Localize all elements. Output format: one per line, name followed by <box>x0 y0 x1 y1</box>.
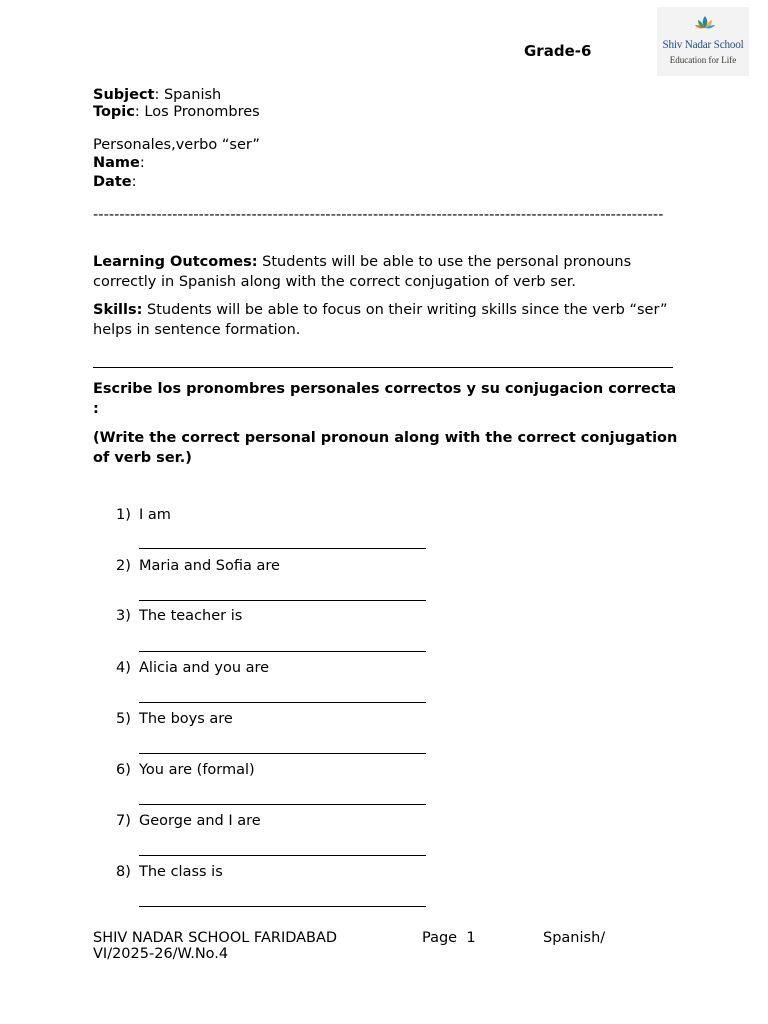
skills-text: Students will be able to focus on their writing skills since the verb “ser” helps in sentence formation. <box>93 302 668 338</box>
footer-ref-part1: Spanish/ <box>543 930 606 946</box>
school-logo <box>657 7 749 76</box>
name-label: Name <box>93 155 140 171</box>
question-text: The teacher is <box>139 608 243 624</box>
answer-blank[interactable] <box>139 651 426 652</box>
answer-blank[interactable] <box>139 702 426 703</box>
topic-value: : Los Pronombres <box>134 104 260 120</box>
question-item <box>116 762 255 778</box>
answer-blank[interactable] <box>139 906 426 907</box>
question-text: I am <box>139 507 171 523</box>
question-text: Alicia and you are <box>139 660 270 676</box>
grade-heading: Grade-6 <box>524 42 592 60</box>
topic-line <box>93 104 260 120</box>
question-number: 6) <box>116 762 131 778</box>
question-text: The class is <box>139 864 223 880</box>
footer-page-label: Page <box>422 930 458 946</box>
question-text: George and I are <box>139 813 261 829</box>
footer-school: SHIV NADAR SCHOOL FARIDABAD <box>93 930 338 946</box>
skills-label: Skills: <box>93 302 143 318</box>
name-line <box>93 155 145 171</box>
lotus-icon <box>694 14 716 34</box>
question-number: 4) <box>116 660 131 676</box>
horizontal-rule <box>93 367 673 368</box>
question-item <box>116 864 223 880</box>
instruction-spanish: Escribe los pronombres personales correctos y su conjugacion correcta : <box>93 381 677 417</box>
footer-page-number: 1 <box>466 930 476 946</box>
question-item <box>116 558 280 574</box>
question-item <box>116 608 242 624</box>
footer-page <box>422 930 476 946</box>
date-label: Date <box>93 174 132 190</box>
logo-tagline: Education for Life <box>669 55 737 65</box>
subject-value: : Spanish <box>154 87 222 103</box>
subject-label: Subject <box>93 87 155 103</box>
date-field: : <box>131 174 137 190</box>
question-item <box>116 711 233 727</box>
question-number: 8) <box>116 864 131 880</box>
question-number: 2) <box>116 558 131 574</box>
skills <box>93 300 678 340</box>
question-number: 5) <box>116 711 131 727</box>
question-number: 1) <box>116 507 131 523</box>
question-item <box>116 507 171 523</box>
learning-outcomes <box>93 252 678 292</box>
instruction-english: (Write the correct personal pronoun along with the correct conjugation of verb ser.) <box>93 430 678 466</box>
question-number: 3) <box>116 608 131 624</box>
answer-blank[interactable] <box>139 804 426 805</box>
question-item <box>116 813 261 829</box>
topic-continuation: Personales,verbo “ser” <box>93 137 260 153</box>
answer-blank[interactable] <box>139 855 426 856</box>
question-item <box>116 660 269 676</box>
name-field: : <box>139 155 145 171</box>
outcomes-text: Students will be able to use the personal pronouns correctly in Spanish along with the correct conjugation of verb ser. <box>93 254 632 290</box>
question-text: Maria and Sofia are <box>139 558 280 574</box>
footer-ref-part2: VI/2025-26/W.No.4 <box>93 946 229 962</box>
date-line <box>93 174 136 190</box>
question-number: 7) <box>116 813 131 829</box>
answer-blank[interactable] <box>139 753 426 754</box>
logo-school-name: Shiv Nadar School <box>662 39 744 51</box>
subject-line <box>93 87 221 103</box>
question-text: The boys are <box>139 711 233 727</box>
answer-blank[interactable] <box>139 548 426 549</box>
topic-label: Topic <box>93 104 135 120</box>
dashed-separator: ------------------------------------------------------------------------------------------------------------ <box>93 207 664 223</box>
question-text: You are (formal) <box>139 762 255 778</box>
answer-blank[interactable] <box>139 600 426 601</box>
outcomes-label: Learning Outcomes: <box>93 254 258 270</box>
